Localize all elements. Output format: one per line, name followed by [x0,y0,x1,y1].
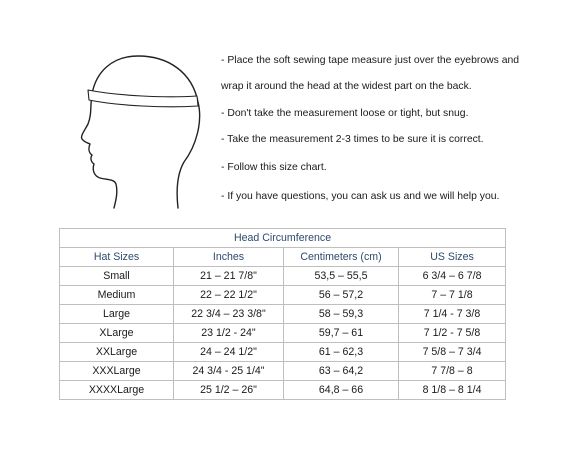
instruction-line: - Follow this size chart. [221,162,327,173]
table-cell: 6 3/4 – 6 7/8 [399,267,506,286]
table-header-row [60,248,506,267]
table-cell: XXXXLarge [60,381,174,400]
table-row [60,343,506,362]
table-title-row [60,229,506,248]
instruction-line: wrap it around the head at the widest part on the back. [221,81,472,92]
table-cell: 24 – 24 1/2" [174,343,284,362]
instruction-line: - Take the measurement 2-3 times to be sure it is correct. [221,134,484,145]
table-cell: XXXLarge [60,362,174,381]
instruction-line: - Place the soft sewing tape measure just over the eyebrows and [221,55,520,66]
table-cell: 7 1/4 - 7 3/8 [399,305,506,324]
table-row [60,267,506,286]
table-cell: 58 – 59,3 [284,305,399,324]
table-cell: 24 3/4 - 25 1/4" [174,362,284,381]
column-header: Inches [174,248,284,267]
table-cell: 64,8 – 66 [284,381,399,400]
instruction-line: - Don't take the measurement loose or tight, but snug. [221,108,469,119]
column-header: Centimeters (cm) [284,248,399,267]
size-chart-table [59,228,506,400]
table-cell: 8 1/8 – 8 1/4 [399,381,506,400]
table-cell: 7 – 7 1/8 [399,286,506,305]
table-row [60,324,506,343]
table-cell: 7 1/2 - 7 5/8 [399,324,506,343]
table-row [60,381,506,400]
table-cell: XXLarge [60,343,174,362]
column-header: Hat Sizes [60,248,174,267]
table-cell: 61 – 62,3 [284,343,399,362]
table-cell: 63 – 64,2 [284,362,399,381]
table-row [60,305,506,324]
table-row [60,286,506,305]
table-cell: Small [60,267,174,286]
table-cell: Large [60,305,174,324]
column-header: US Sizes [399,248,506,267]
head-profile-measuring-tape-icon [78,50,208,210]
table-cell: 53,5 – 55,5 [284,267,399,286]
table-title: Head Circumference [60,229,506,248]
table-cell: 25 1/2 – 26" [174,381,284,400]
table-cell: XLarge [60,324,174,343]
table-cell: 59,7 – 61 [284,324,399,343]
table-cell: 7 7/8 – 8 [399,362,506,381]
table-cell: 22 – 22 1/2" [174,286,284,305]
table-cell: Medium [60,286,174,305]
table-cell: 7 5/8 – 7 3/4 [399,343,506,362]
instruction-line: - If you have questions, you can ask us and we will help you. [221,191,500,202]
table-cell: 22 3/4 – 23 3/8" [174,305,284,324]
table-cell: 23 1/2 - 24" [174,324,284,343]
table-cell: 56 – 57,2 [284,286,399,305]
table-row [60,362,506,381]
table-cell: 21 – 21 7/8" [174,267,284,286]
